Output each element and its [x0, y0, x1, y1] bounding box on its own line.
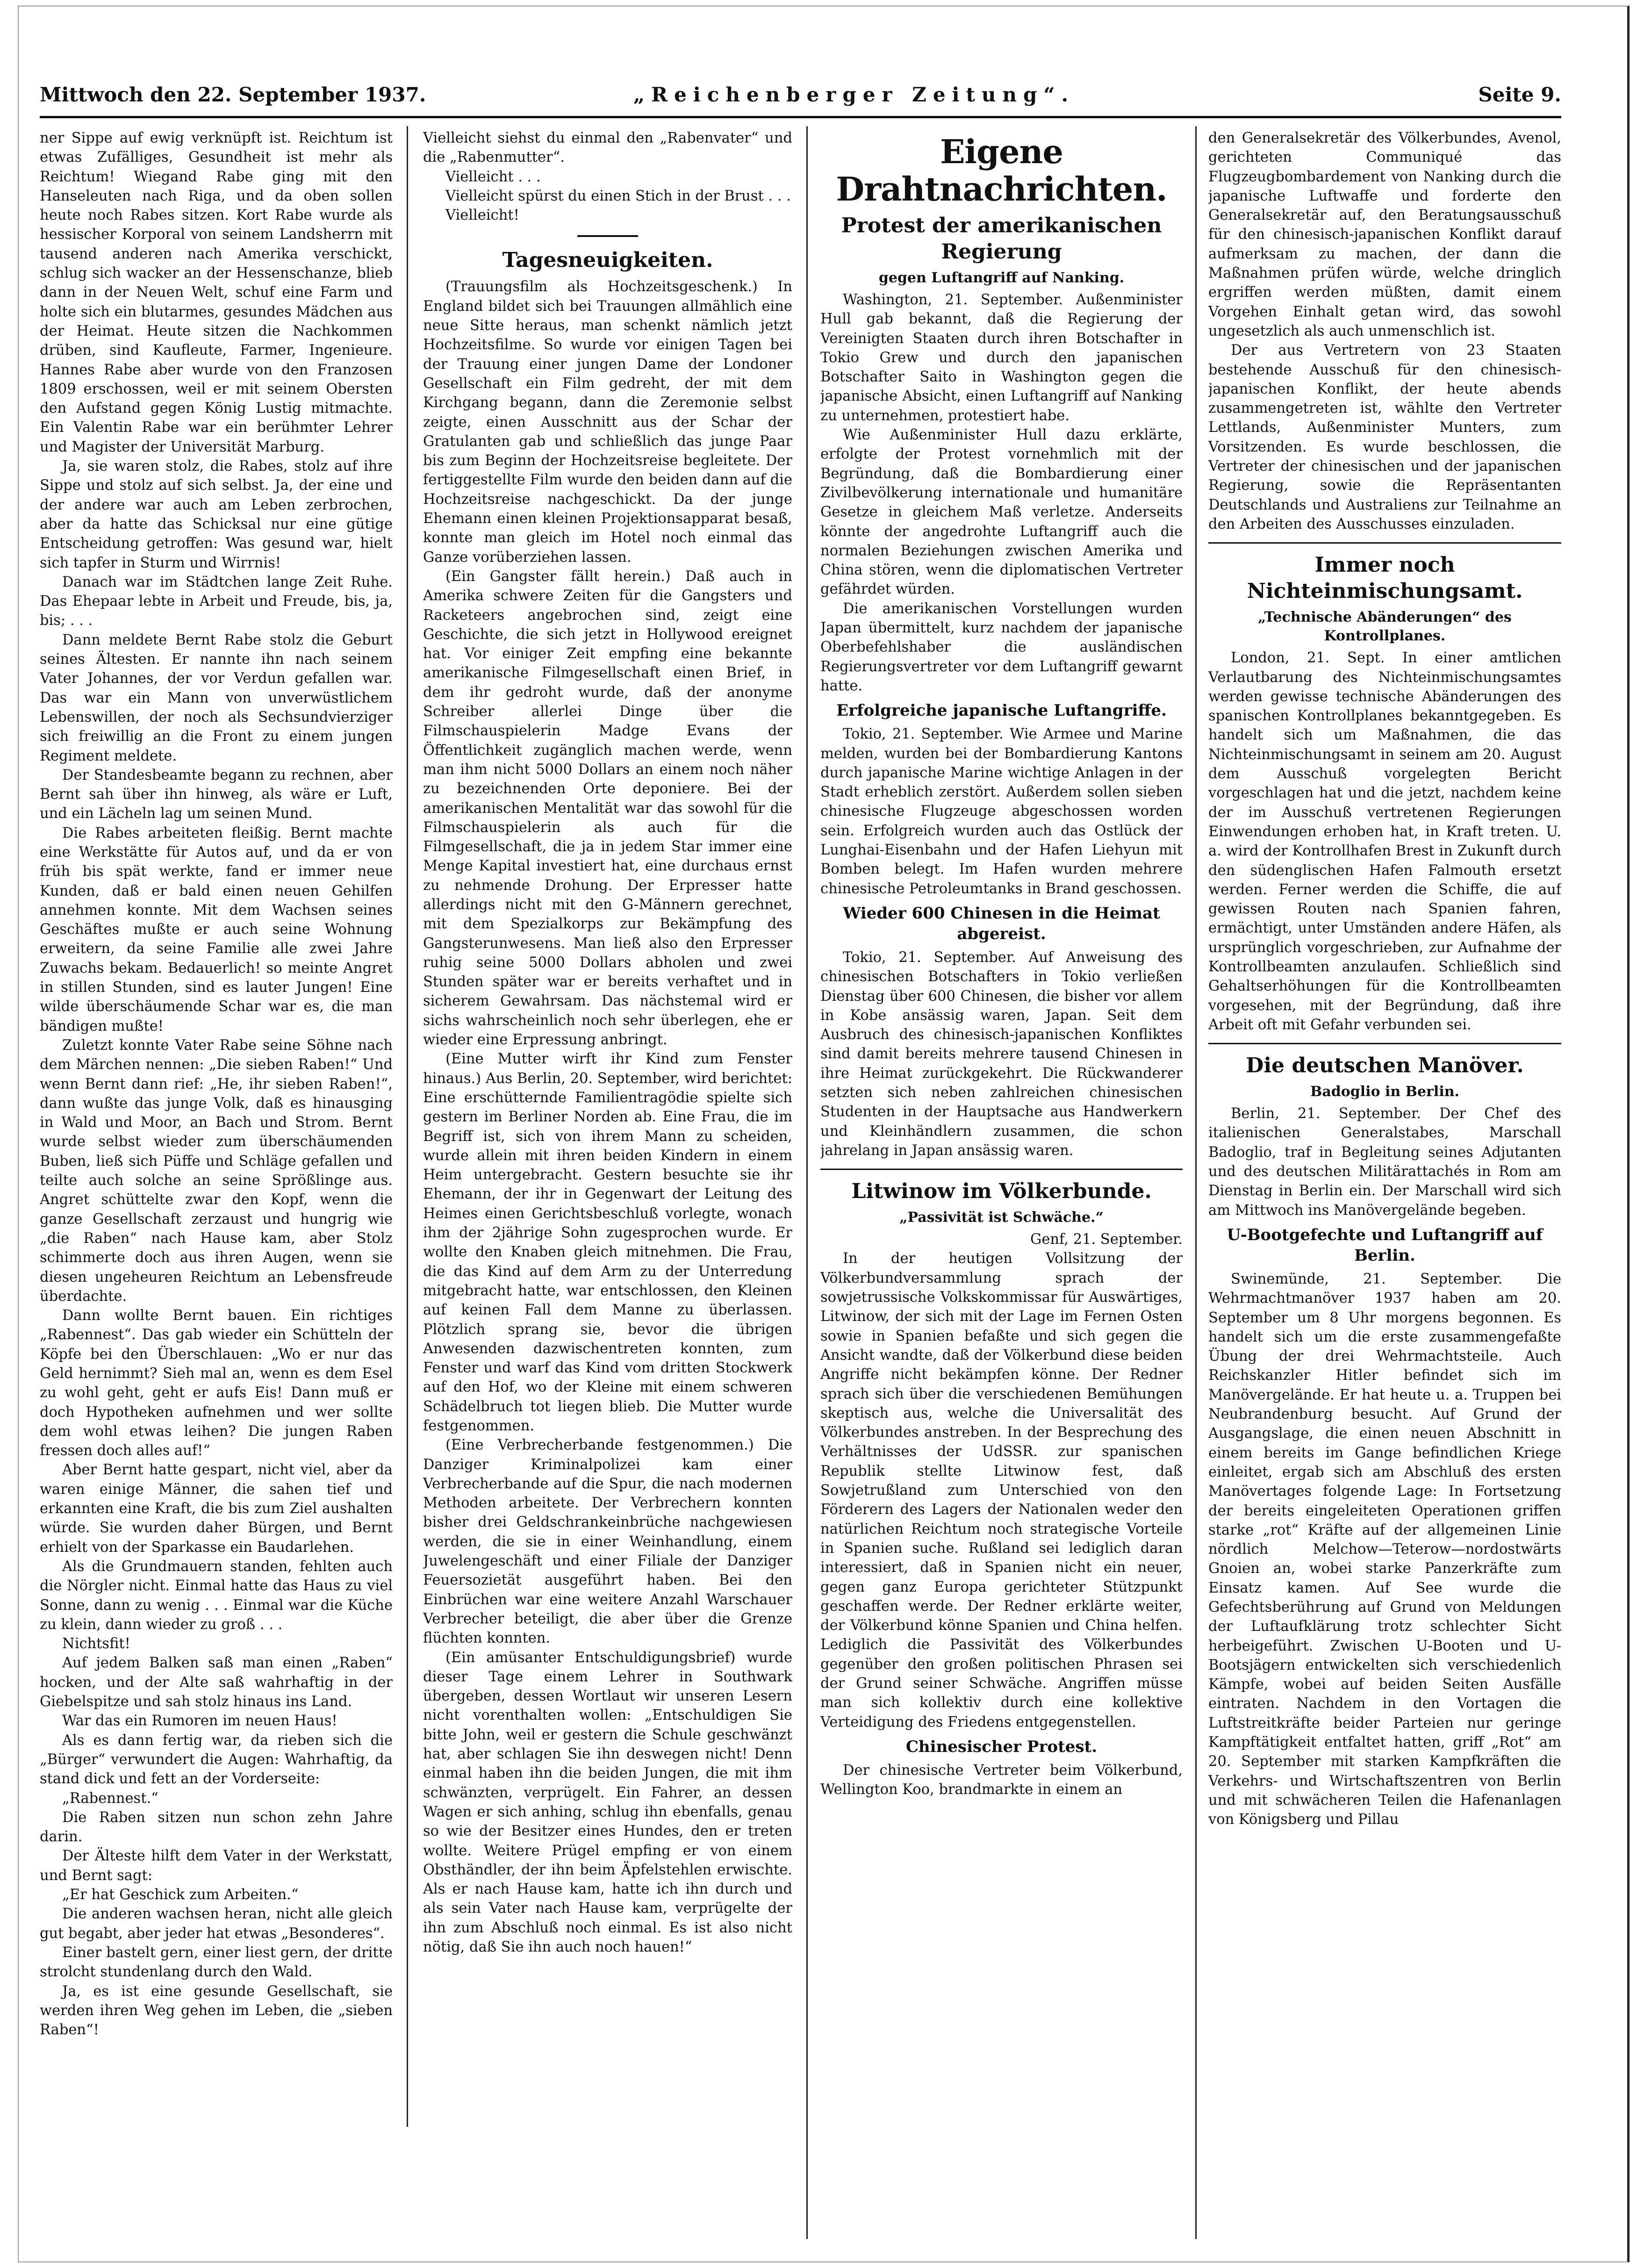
separator-rule — [577, 235, 638, 237]
paragraph: Zuletzt konnte Vater Rabe seine Söhne nach dem Märchen nennen: „Die sieben Raben!“ Und wenn Bernt dann rief: „He, ihr sieben Raben!“, dann wußte das junge Volk, daß es hinausging in Wald und Moor, an Bach und Strom. Bernt wurde selbst wieder zum überschäumenden Buben, ließ sich Püffe und Schläge gefallen und teilte auch solche an seine Sprößlinge aus. Angret schüttelte zwar den Kopf, wenn die ganze Gesellschaft zerzaust und hungrig wie „die Raben“ nach Hause kam, aber Stolz schimmerte doch aus ihren Augen, wenn sie diesen ungeheuren Reichtum an Lebensfreude überdachte. — [40, 1037, 393, 1305]
paragraph: Die amerikanischen Vorstellungen wurden Japan übermittelt, kurz nachdem der japanische Oberbefehlshaber die ausländischen Regierungsvertreter vor dem Luftangriff gewarnt hatte. — [820, 600, 1183, 694]
paragraph: Einer bastelt gern, einer liest gern, der dritte strolcht stundenlang durch den Wald. — [40, 1944, 393, 1981]
paragraph: „Rabennest.“ — [62, 1790, 158, 1807]
news-item: (Eine Mutter wirft ihr Kind zum Fenster hinaus.) Aus Berlin, 20. September, wird berichtet: Eine erschütternde Familientragödie spielte sich gestern im Berliner Norden ab. Eine Frau, die im Begriff ist, sich von ihrem Mann zu scheiden, wurde allein mit ihren beiden Kindern in einem Heim untergebracht. Gestern besuchte sie ihr Ehemann, der ihr in Gegenwart der Leitung des Heimes einen Gerichtsbeschluß vorlegte, wonach ihm der 2jährige Sohn zugesprochen wurde. Er wollte den Knaben gleich mitnehmen. Die Frau, die das Kind auf dem Arm zu der Unterredung mitgebracht hatte, war entschlossen, den Kleinen auf keinen Fall dem Manne zu überlassen. Plötzlich sprang sie, bevor die übrigen Anwesenden dazwischentreten konnten, zum Fenster und warf das Kind vom dritten Stockwerk auf den Hof, wo der Kleine mit einem schweren Schädelbruch tot liegen blieb. Die Mutter wurde festgenommen. — [423, 1051, 792, 1434]
masthead-page-number: Seite 9. — [1478, 83, 1561, 106]
column-4-wire-news — [1208, 129, 1561, 2241]
separator-rule — [820, 1169, 1183, 1170]
paragraph: War das ein Rumoren im neuen Haus! — [62, 1713, 337, 1730]
column-2-news — [423, 129, 792, 2241]
news-item: (Ein Gangster fällt herein.) Daß auch in Amerika schwere Zeiten für die Gangsters und Racketeers angebrochen sind, zeigt eine Geschichte, die sich jetzt in Hollywood ereignet hat. Vor einiger Zeit empfing eine bekannte amerikanische Filmgesellschaft einen Brief, in dem ihr gedroht wurde, daß der anonyme Schreiber allerlei Dinge über die Filmschauspielerin Madge Evans der Öffentlichkeit zugänglich machen werde, wenn man ihm nicht 5000 Dollars an einem noch näher zu bezeichnenden Orte deponiere. Bei der amerikanischen Mentalität war das sowohl für die Filmschauspielerin als auch für die Filmgesellschaft, die ja in jedem Star immer eine Menge Kapital investiert hat, eine durchaus ernst zu nehmende Drohung. Der Erpresser hatte allerdings nicht mit den G-Männern gerechnet, mit dem Spezialkorps zur Bekämpfung des Gangsterunwesens. Man ließ also den Erpresser ruhig seine 5000 Dollars abholen und zwei Stunden später war er bereits verhaftet und in sicherem Gewahrsam. Das nächstemal wird er sichs wahrscheinlich noch sehr überlegen, ehe er wieder eine Erpressung anbringt. — [423, 568, 792, 1048]
paragraph: Die anderen wachsen heran, nicht alle gleich gut begabt, aber jeder hat etwas „Besonderes“. — [40, 1906, 393, 1942]
article-headline: Die deutschen Manöver. — [1246, 1054, 1524, 1078]
paragraph: Vielleicht! — [445, 207, 519, 224]
paragraph: Washington, 21. September. Außenminister Hull gab bekannt, daß die Regierung der Vereinigten Staaten durch ihren Botschafter in Tokio Grew und durch den japanischen Botschafter Saito in Washington gegen die japanische Absicht, einen Luftangriff auf Nanking zu unternehmen, protestiert habe. — [820, 292, 1183, 424]
section-heading-tagesneuigkeiten: Tagesneuigkeiten. — [502, 248, 713, 273]
paragraph: Die Raben sitzen nun schon zehn Jahre darin. — [40, 1809, 393, 1845]
masthead-rule — [40, 116, 1561, 118]
column-1-story — [40, 129, 393, 2241]
paragraph: London, 21. Sept. In einer amtlichen Verlautbarung des Nichteinmischungsamtes werden gewisse technische Abänderungen des spanischen Kontrollplanes bekanntgegeben. Es handelt sich um Maßnahmen, die das Nichteinmischungsamt in seinem am 20. August dem Ausschuß vorgelegten Bericht vorgeschlagen hat und die jetzt, nachdem keine der im Ausschuß vertretenen Regierungen Einwendungen erhoben hat, in Kraft treten. U. a. wird der Kontrollhafen Brest in Zukunft durch den südenglischen Hafen Falmouth ersetzt werden. Ferner werden die Schiffe, die auf gewissen Routen nach Spanien fahren, ermächtigt, unter Umständen andere Häfen, als ursprünglich vorgeschrieben, zur Aufnahme der Kontrollbeamten anzulaufen. Schließlich sind Gehaltserhöhungen für die Kontrollbeamten vorgesehen, mit der Begründung, daß ihre Arbeit oft mit Gefahr verbunden sei. — [1208, 650, 1561, 1033]
paragraph: Ja, sie waren stolz, die Rabes, stolz auf ihre Sippe und stolz auf sich selbst. Ja, der eine und der andere war auch am Leben zerbrochen, aber da hatte das Schicksal nur eine gütige Entscheidung getroffen: Was gesund war, hielt sich tapfer in Sturm und Wirrnis! — [40, 458, 393, 571]
paragraph: Berlin, 21. September. Der Chef des italienischen Generalstabes, Marschall Badoglio, traf in Begleitung seines Adjutanten und des deutschen Militärattachés in Rom am Dienstag in Berlin ein. Der Marschall wird sich am Mittwoch ins Manövergelände begeben. — [1208, 1105, 1561, 1219]
paragraph: In der heutigen Vollsitzung der Völkerbundversammlung sprach der sowjetrussische Volkskommissar für Auswärtiges, Litwinow, der sich mit der Lage im Fernen Osten sowie in Spanien befaßte und sich gegen die Ansicht wandte, daß der Völkerbund diese beiden Angriffe nicht bekämpfen könne. Der Redner sprach sich über die verschiedenen Bemühungen skeptisch aus, welche die Universalität des Völkerbundes anstreben. In der Besprechung des Verhältnisses der UdSSR. zur spanischen Republik stellte Litwinow fest, daß Sowjetrußland zum Unterschied von den Förderern des Lagers der Nationalen weder den natürlichen Reichtum noch strategische Vorteile in Spanien suche. Rußland sei lediglich daran interessiert, daß in Spanien nicht ein neuer, gegen ganz Europa gerichteter Stützpunkt geschaffen werde. Der Redner erklärte weiter, der Völkerbund könne Spanien und China helfen. Lediglich die Passivität des Völkerbundes gegenüber den großen politischen Phrasen sei der Grund seiner Schwäche. Angriffen müsse man sich kollektiv durch eine kollektive Verteidigung des Friedens entgegenstellen. — [820, 1250, 1183, 1730]
column-3-wire-news — [820, 129, 1183, 2241]
article-headline: Immer noch Nichteinmischungsamt. — [1247, 553, 1523, 603]
article-subheadline: „Technische Abänderungen“ des Kontrollplanes. — [1258, 609, 1512, 645]
news-item: (Trauungsfilm als Hochzeitsgeschenk.) In England bildet sich bei Trauungen allmählich eine neue Sitte heraus, man schenkt nämlich jetzt Hochzeitsfilme. So wurde vor einigen Tagen bei der Trauung einer jungen Dame der Londoner Gesellschaft ein Film gedreht, der mit dem Kirchgang begann, dann die Zeremonie selbst zeigte, einen Ausschnitt aus der Schar der Gratulanten gab und schließlich das junge Paar bis zum Beginn der Hochzeitsreise begleitete. Der fertiggestellte Film wurde den beiden dann auf die Hochzeitsreise nachgeschickt. Da der junge Ehemann einen kleinen Projektionsapparat besaß, konnte man gleich im Hotel noch einmal das Ganze vorüberziehen lassen. — [423, 279, 792, 566]
article-headline: Erfolgreiche japanische Luftangriffe. — [836, 701, 1167, 720]
paragraph: Als die Grundmauern standen, fehlten auch die Nörgler nicht. Einmal hatte das Haus zu viel Sonne, dann zu wenig . . . Einmal war die Küche zu klein, dann wieder zu groß . . . — [40, 1558, 393, 1633]
paragraph: Tokio, 21. September. Wie Armee und Marine melden, wurden bei der Bombardierung Kantons durch japanische Marine wichtige Anlagen in der Stadt erheblich zerstört. Außerdem sollen sieben chinesische Flugzeuge abgeschossen worden sein. Erfolgreich wurden auch das Ostlück der Lunghai-Eisenbahn und der Hafen Liehyun mit Bomben belegt. Im Hafen wurden mehrere chinesische Petroleumtanks in Brand geschossen. — [820, 726, 1183, 897]
article-subheadline: gegen Luftangriff auf Nanking. — [878, 270, 1125, 286]
column-divider-1 — [407, 126, 408, 2127]
paragraph: Als es dann fertig war, da rieben sich die „Bürger“ verwundert die Augen: Wahrhaftig, da stand dick und fett an der Vorderseite: — [40, 1732, 393, 1787]
paragraph: Vielleicht . . . — [445, 168, 541, 185]
article-subheadline: Badoglio in Berlin. — [1310, 1084, 1459, 1100]
paragraph: Der Älteste hilft dem Vater in der Werkstatt, und Bernt sagt: — [40, 1848, 393, 1884]
masthead-date: Mittwoch den 22. September 1937. — [40, 83, 426, 106]
article-headline: Chinesischer Protest. — [905, 1737, 1098, 1756]
paragraph: Auf jedem Balken saß man einen „Raben“ hocken, und der Alte saß wahrhaftig in der Giebelspitze und sah stolz hinaus ins Land. — [40, 1655, 393, 1710]
article-subheadline: „Passivität ist Schwäche.“ — [899, 1209, 1104, 1226]
paragraph: „Er hat Geschick zum Arbeiten.“ — [62, 1887, 299, 1903]
masthead — [40, 83, 1561, 111]
paragraph: Aber Bernt hatte gespart, nicht viel, aber da waren einige Männer, die sahen tief und erkannten eine Kraft, die bis zum Ziel aushalten würde. Sie wurden daher Bürgen, und Bernt erhielt von der Sparkasse ein Baudarlehen. — [40, 1462, 393, 1556]
section-heading-drahtnachrichten: Eigene Drahtnachrichten. — [836, 132, 1167, 208]
paragraph: Ja, es ist eine gesunde Gesellschaft, sie werden ihren Weg gehen im Leben, die „sieben Raben“! — [40, 1983, 393, 2038]
paragraph: Danach war im Städtchen lange Zeit Ruhe. Das Ehepaar lebte in Arbeit und Freude, bis, ja, bis; . . . — [40, 574, 393, 629]
paragraph: Der aus Vertretern von 23 Staaten bestehende Ausschuß für den chinesisch-japanischen Konflikt, der heute abends zusammengetreten ist, wählte den Vertreter Lettlands, Außenminister Munters, zum Vorsitzenden. Es wurde beschlossen, die Vertreter der chinesischen und der japanischen Regierung, sowie die Repräsentanten Deutschlands und Australiens zur Teilnahme an den Arbeiten des Ausschusses einzuladen. — [1208, 342, 1561, 532]
paragraph: Wie Außenminister Hull dazu erklärte, erfolgte der Protest vornehmlich mit der Begründung, daß die Bombardierung einer Zivilbevölkerung internationale und humanitäre Gesetze in gleichem Maß verletze. Anderseits könnte der angedrohte Luftangriff auch die normalen Beziehungen zwischen Amerika und China stören, wenn die diplomatischen Vertreter gefährdet würden. — [820, 427, 1183, 598]
paragraph: Der chinesische Vertreter beim Völkerbund, Wellington Koo, brandmarkte in einem an — [820, 1762, 1183, 1798]
paragraph: ner Sippe auf ewig verknüpft ist. Reichtum ist etwas Zufälliges, Gesundheit ist mehr als Reichtum! Wiegand Rabe ging mit den Hanseleuten nach Riga, und da oben sollen heute noch Rabes sitzen. Kort Rabe wurde als hessischer Korporal von seinem Landsherrn mit tausend anderen nach Amerika verschickt, schlug sich wacker an der Hessenschanze, blieb dann in der Neuen Welt, schuf eine Farm und holte sich ein blutarmes, gesundes Mädchen aus der Heimat. Heute sitzen die Nachkommen drüben, sind Kaufleute, Farmer, Ingenieure. Hannes Rabe aber wurde von den Franzosen 1809 erschossen, weil er mit seinem Obersten den Aufstand gegen König Lustig mitmachte. Ein Valentin Rabe war ein berühmter Lehrer und Magister der Universität Marburg. — [40, 130, 393, 455]
masthead-title: „Reichenberger Zeitung“. — [633, 83, 1075, 106]
article-headline: U-Bootgefechte und Luftangriff auf Berlin. — [1227, 1225, 1543, 1265]
news-item: (Ein amüsanter Entschuldigungsbrief) wurde dieser Tage einem Lehrer in Southwark übergeben, dessen Wortlaut wir unseren Lesern nicht vorenthalten wollen: „Entschuldigen Sie bitte John, weil er gestern die Schule geschwänzt hat, aber schlagen Sie ihn deswegen nicht! Denn einmal haben ihn die beiden Jungen, die mit ihm schwänzten, verprügelt. Ein Fahrer, an dessen Wagen er sich anhing, schlug ihn ebenfalls, genau so wie der Besitzer eines Hundes, den er treten wollte. Weitere Prügel empfing er von einem Obsthändler, der ihn beim Äpfelstehlen erwischte. Als er nach Hause kam, hatte ich ihn durch und als sein Vater nach Hause kam, verprügelte der ihn zum Abschluß noch einmal. Es ist also nicht nötig, daß Sie ihn auch noch hauen!“ — [423, 1649, 792, 1956]
column-divider-2 — [806, 126, 808, 2239]
article-headline: Wieder 600 Chinesen in die Heimat abgereist. — [843, 904, 1160, 943]
paragraph: Nichtsfit! — [62, 1636, 130, 1652]
paragraph: Tokio, 21. September. Auf Anweisung des chinesischen Botschafters in Tokio verließen Dienstag über 600 Chinesen, die bisher vor allem in Kobe ansässig waren, Japan. Seit dem Ausbruch des chinesisch-japanischen Konfliktes sind damit bereits mehrere tausend Chinesen in ihre Heimat zurückgekehrt. Die Rückwanderer setzten sich neben zahlreichen chinesischen Studenten in der Hauptsache aus Handwerkern und Kleinhändlern zusammen, die schon jahrelang in Japan ansässig waren. — [820, 949, 1183, 1159]
separator-rule — [1208, 542, 1561, 544]
paragraph: den Generalsekretär des Völkerbundes, Avenol, gerichteten Communiqué das Flugzeugbombardement von Nanking durch die japanische Luftwaffe und forderte den Generalsekretär auf, den Beratungsausschuß für den chinesisch-japanischen Konflikt darauf aufmerksam zu machen, der dann die Maßnahmen prüfen würde, welche dringlich ergriffen werden müßten, damit einem Vorgehen Einhalt getan wird, das sowohl ungesetzlich als auch unmenschlich ist. — [1208, 130, 1561, 339]
news-item: (Eine Verbrecherbande festgenommen.) Die Danziger Kriminalpolizei kam einer Verbrecherbande auf die Spur, die nach modernen Methoden arbeitete. Der Verbrechern konnten bisher drei Geldschrankeinbrüche nachgewiesen werden, die sie in einer Weinhandlung, einem Juwelengeschäft und einer Filiale der Danziger Feuersozietät ausgeführt haben. Bei den Einbrüchen war eine weitere Anzahl Warschauer Verbrecher beteiligt, die aber über die Grenze flüchten konnten. — [423, 1437, 792, 1647]
column-divider-3 — [1195, 126, 1197, 2239]
article-headline: Protest der amerikanischen Regierung — [841, 214, 1162, 264]
paragraph: Dann meldete Bernt Rabe stolz die Geburt seines Ältesten. Er nannte ihn nach seinem Vater Johannes, der vor Verdun gefallen war. Das war ein Mann von unverwüstlichem Lebenswillen, der noch als Sechsundvierziger sich freiwillig an die Front zu einem jungen Regiment meldete. — [40, 632, 393, 764]
paragraph: Die Rabes arbeiteten fleißig. Bernt machte eine Werkstätte für Autos auf, und da er von früh bis spät werkte, fand er immer neue Kunden, daß er bald einen neuen Gehilfen annehmen konnte. Mit dem Wachsen seines Geschäftes mußte er auch seine Wohnung erweitern, da seine Familie alle zwei Jahre Zuwachs bekam. Bedauerlich! so meinte Angret in stillen Stunden, sind es lauter Jungen! Eine wilde überschäumende Schar war es, die man bändigen mußte! — [40, 825, 393, 1034]
paragraph: Dann wollte Bernt bauen. Ein richtiges „Rabennest“. Das gab wieder ein Schütteln der Köpfe bei den Überschlauen: „Wo er nur das Geld hernimmt? Sieh mal an, wenn es dem Esel zu wohl geht, geht er aufs Eis! Dann muß er doch Hypotheken aufnehmen und wer sollte dem wohl etwas leihen? Die jungen Raben fressen doch alles auf!“ — [40, 1307, 393, 1459]
paragraph: Swinemünde, 21. September. Die Wehrmachtmanöver 1937 haben am 20. September um 8 Uhr morgens begonnen. Es handelt sich um die erste zusammengefaßte Übung der drei Wehrmachtsteile. Auch Reichskanzler Hitler befindet sich im Manövergelände. Er hat heute u. a. Truppen bei Neubrandenburg besucht. Auf Grund der Ausgangslage, die einen neuen Abschnitt in einem bereits im Gange befindlichen Kriege einleitet, ergab sich am Abschluß des ersten Manövertages folgende Lage: In Fortsetzung der bereits eingeleiteten Operationen griffen starke „rot“ Kräfte auf der allgemeinen Linie nördlich Melchow—Teterow—nordostwärts Gnoien an, wobei starke Panzerkräfte zum Einsatz kamen. Auf See wurde die Gefechtsberührung auf Grund von Meldungen der Luftaufklärung trotz schlechter Sicht herbeigeführt. Zwischen U-Booten und U-Bootsjägern entwickelten sich verschiedenlich Kämpfe, wobei auf beiden Seiten Ausfälle eintraten. Nachdem in den Vortagen die Luftstreitkräfte beider Parteien nur geringe Kampftätigkeit entfaltet hatten, griff „Rot“ am 20. September mit starken Kampfkräften die Verkehrs- und Wirtschaftszentren von Berlin und mit schwächeren Teilen die Hafenanlagen von Königsberg und Pillau — [1208, 1270, 1561, 1828]
separator-rule — [1208, 1043, 1561, 1044]
paragraph: Vielleicht siehst du einmal den „Rabenvater“ und die „Rabenmutter“. — [423, 130, 792, 166]
article-headline: Litwinow im Völkerbunde. — [851, 1179, 1152, 1204]
dateline: Genf, 21. September. — [1030, 1231, 1183, 1248]
paragraph: Der Standesbeamte begann zu rechnen, aber Bernt sah über ihn hinweg, als wäre er Luft, und ein Lächeln lag um seinen Mund. — [40, 767, 393, 822]
paragraph: Vielleicht spürst du einen Stich in der Brust . . . — [445, 187, 791, 204]
